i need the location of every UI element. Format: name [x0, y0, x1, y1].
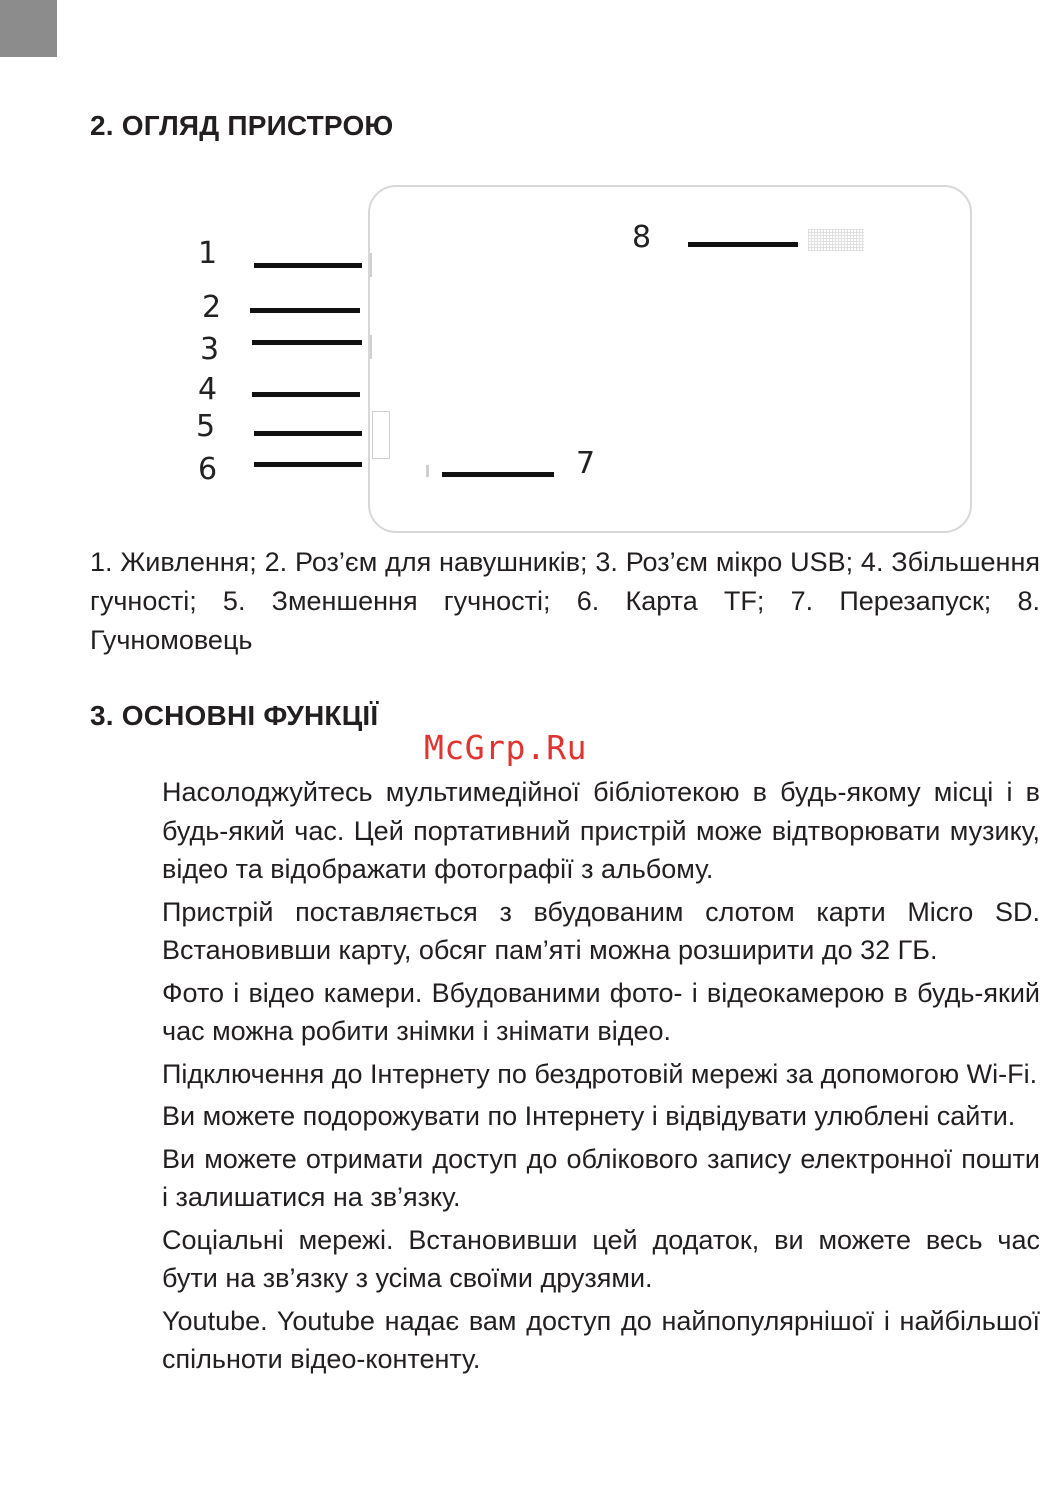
- callout-line-4: [252, 392, 360, 397]
- callout-line-5: [254, 431, 362, 436]
- section-title-device-overview: 2. ОГЛЯД ПРИСТРОЮ: [90, 110, 394, 141]
- reset-hole: [426, 465, 429, 477]
- callout-number-3: 3: [200, 332, 220, 367]
- power-port-mark: [370, 253, 372, 277]
- feature-paragraph: Youtube. Youtube надає вам доступ до найпопулярнішої і найбільшої спільноти відео-контенту.: [162, 1305, 1040, 1374]
- callout-number-1: 1: [198, 236, 218, 271]
- feature-paragraph: Підключення до Інтернету по бездротовій мережі за допомогою Wi-Fi.: [162, 1058, 1038, 1089]
- callout-line-3: [252, 340, 362, 345]
- callout-line-2: [250, 308, 360, 313]
- tf-card-slot: [372, 411, 390, 459]
- callout-number-7: 7: [576, 446, 596, 481]
- page-corner-tab: [0, 0, 57, 57]
- device-diagram: [180, 175, 980, 540]
- feature-paragraph: Ви можете отримати доступ до облікового запису електронної пошти і залишатися на зв’язку.: [162, 1143, 1040, 1212]
- callout-number-2: 2: [202, 290, 222, 325]
- callout-line-6: [254, 462, 362, 467]
- callout-line-1: [254, 263, 362, 268]
- feature-paragraph: Пристрій поставляється з вбудованим слотом карти Micro SD. Встановивши карту, обсяг пам’яті можна розширити до 32 ГБ.: [162, 896, 1040, 965]
- callout-line-7: [442, 472, 554, 477]
- feature-paragraph: Соціальні мережі. Встановивши цей додаток, ви можете весь час бути на зв’язку з усіма своїми друзями.: [162, 1224, 1040, 1293]
- features-list: [162, 773, 1040, 1383]
- callout-number-6: 6: [198, 452, 218, 487]
- section-title-main-functions: 3. ОСНОВНІ ФУНКЦІЇ: [90, 700, 379, 731]
- feature-paragraph: Насолоджуйтесь мультимедійної бібліотекою в будь-якому місці і в будь-який час. Цей портативний пристрій може відтворювати музику, відео та відображати фотографії з альбому.: [162, 777, 1040, 884]
- callout-number-8: 8: [632, 220, 652, 255]
- callout-number-5: 5: [196, 409, 216, 444]
- watermark: McGrp.Ru: [424, 728, 587, 767]
- callout-number-4: 4: [198, 372, 218, 407]
- feature-paragraph: Фото і відео камери. Вбудованими фото- і відеокамерою в будь-який час можна робити знімки і знімати відео.: [162, 977, 1040, 1046]
- usb-port-mark: [370, 335, 372, 359]
- callout-line-8: [688, 242, 798, 247]
- speaker-grille: [808, 229, 864, 251]
- device-outline: [368, 185, 972, 533]
- diagram-legend: 1. Живлення; 2. Роз’єм для навушників; 3. Роз’єм мікро USB; 4. Збільшення гучності; 5. Зменшення гучності; 6. Карта TF; 7. Перезапуск; 8. Гучномовець: [90, 547, 1040, 655]
- feature-paragraph: Ви можете подорожувати по Інтернету і відвідувати улюблені сайти.: [162, 1101, 1016, 1131]
